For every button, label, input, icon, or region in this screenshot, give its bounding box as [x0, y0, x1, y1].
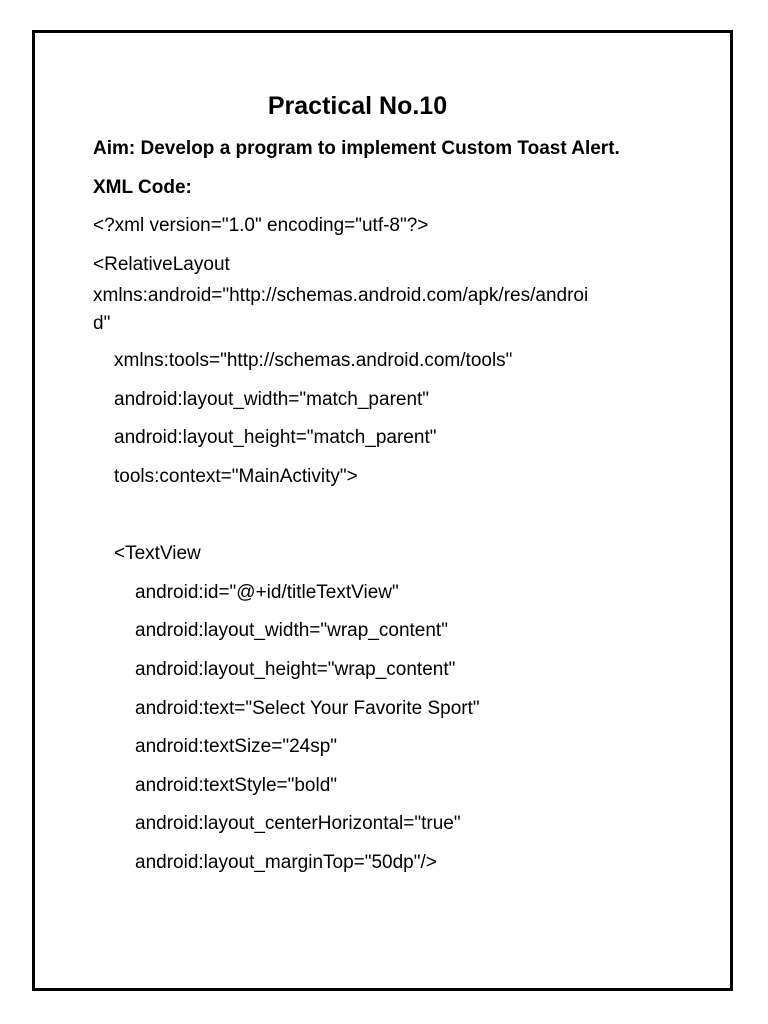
code-line: android:layout_width="wrap_content" [135, 620, 448, 641]
code-line: xmlns:android="http://schemas.android.com/apk/res/androi [93, 285, 589, 306]
code-line: android:id="@+id/titleTextView" [135, 582, 399, 603]
code-line: android:layout_width="match_parent" [114, 389, 430, 410]
code-line: android:layout_height="match_parent" [114, 427, 437, 448]
code-line: xmlns:tools="http://schemas.android.com/tools" [114, 350, 513, 371]
code-line: <RelativeLayout [93, 254, 230, 275]
xml-code-heading: XML Code: [93, 177, 192, 198]
code-line: android:layout_marginTop="50dp"/> [135, 852, 437, 873]
code-line: android:text="Select Your Favorite Sport" [135, 698, 480, 719]
aim-text: Aim: Develop a program to implement Custom Toast Alert. [93, 138, 620, 159]
code-line: <?xml version="1.0" encoding="utf-8"?> [93, 215, 429, 236]
code-line: android:layout_height="wrap_content" [135, 659, 456, 680]
code-line: tools:context="MainActivity"> [114, 466, 358, 487]
code-line: android:textSize="24sp" [135, 736, 338, 757]
code-line: d" [93, 313, 111, 334]
code-line: android:textStyle="bold" [135, 775, 338, 796]
code-line: <TextView [114, 543, 201, 564]
page-title: Practical No.10 [267, 92, 448, 120]
code-line: android:layout_centerHorizontal="true" [135, 813, 461, 834]
page-border [32, 30, 733, 991]
